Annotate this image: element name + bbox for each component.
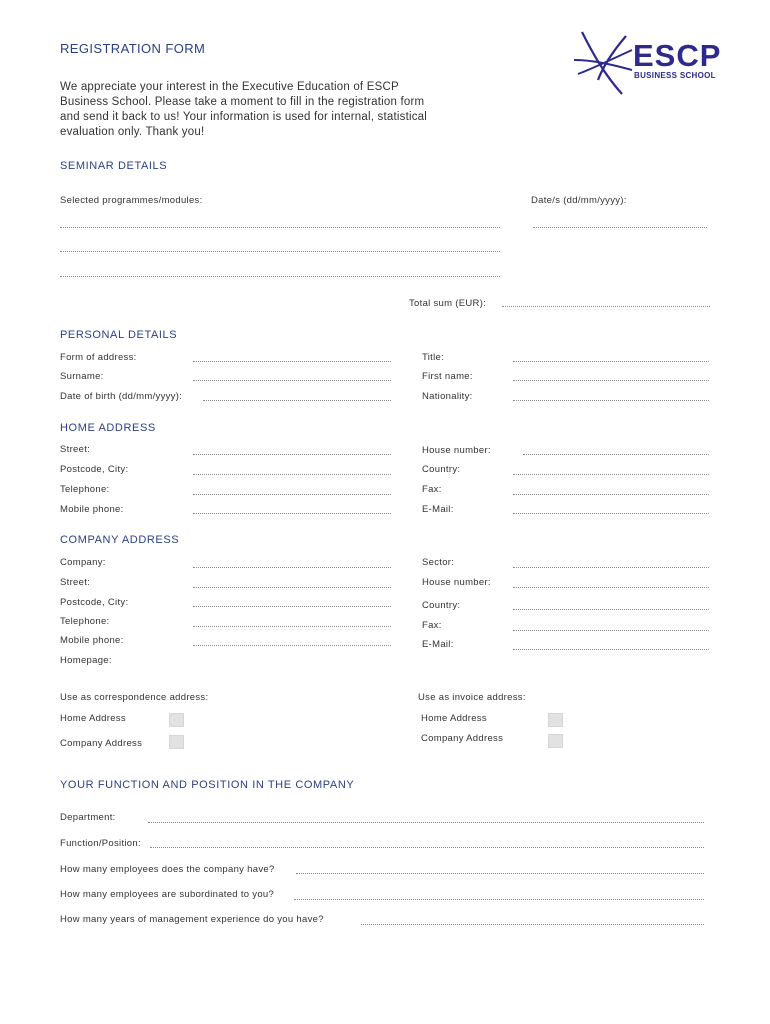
home-telephone-label: Telephone: [60,484,110,495]
home-email-field[interactable] [513,513,709,514]
intro-text [60,80,480,140]
company-email-label: E-Mail: [422,639,454,650]
management-experience-field[interactable] [361,924,704,925]
company-telephone-label: Telephone: [60,616,110,627]
correspondence-home-checkbox[interactable] [169,713,184,727]
home-country-field[interactable] [513,474,709,475]
title-label: Title: [422,352,445,363]
invoice-address-label: Use as invoice address: [418,692,526,703]
home-street-field[interactable] [193,454,391,455]
invoice-company-checkbox[interactable] [548,734,563,748]
home-mobile-label: Mobile phone: [60,504,124,515]
company-address-heading: COMPANY ADDRESS [60,534,180,546]
programmes-field[interactable] [60,251,500,252]
home-house-number-label: House number: [422,445,491,456]
management-experience-label: How many years of management experience do you have? [60,914,324,925]
company-name-field[interactable] [193,567,391,568]
company-street-label: Street: [60,577,91,588]
form-of-address-field[interactable] [193,361,391,362]
intro-line: and send it back to us! Your information is used for internal, statistical [60,111,428,123]
subordinates-label: How many employees are subordinated to you? [60,889,275,900]
company-mobile-field[interactable] [193,645,391,646]
home-postcode-city-field[interactable] [193,474,391,475]
surname-field[interactable] [193,380,391,381]
dates-field[interactable] [533,227,707,228]
form-of-address-label: Form of address: [60,352,137,363]
function-position-label: Function/Position: [60,838,141,849]
correspondence-company-label: Company Address [60,738,143,749]
company-fax-label: Fax: [422,620,442,631]
company-sector-label: Sector: [422,557,455,568]
escp-star-icon [570,30,640,98]
intro-line: evaluation only. Thank you! [60,126,205,138]
company-email-field[interactable] [513,649,709,650]
home-country-label: Country: [422,464,461,475]
function-position-field[interactable] [150,847,704,848]
escp-logo [570,30,730,100]
function-heading: YOUR FUNCTION AND POSITION IN THE COMPANY [60,779,355,791]
invoice-home-checkbox[interactable] [548,713,563,727]
company-house-number-label: House number: [422,577,491,588]
programmes-label: Selected programmes/modules: [60,195,203,206]
company-employees-field[interactable] [296,873,704,874]
date-of-birth-field[interactable] [203,400,391,401]
logo-name: ESCP [633,38,722,73]
department-label: Department: [60,812,116,823]
company-name-label: Company: [60,557,106,568]
seminar-heading: SEMINAR DETAILS [60,160,168,172]
first-name-field[interactable] [513,380,709,381]
company-country-label: Country: [422,600,461,611]
home-fax-label: Fax: [422,484,442,495]
total-sum-field[interactable] [502,306,710,307]
correspondence-home-label: Home Address [60,713,126,724]
correspondence-address-label: Use as correspondence address: [60,692,209,703]
company-homepage-label: Homepage: [60,655,112,666]
date-of-birth-label: Date of birth (dd/mm/yyyy): [60,391,183,402]
home-address-heading: HOME ADDRESS [60,422,156,434]
subordinates-field[interactable] [294,899,704,900]
invoice-company-label: Company Address [421,733,504,744]
invoice-home-label: Home Address [421,713,487,724]
total-sum-label: Total sum (EUR): [409,298,487,309]
title-field[interactable] [513,361,709,362]
correspondence-company-checkbox[interactable] [169,735,184,749]
programmes-field[interactable] [60,276,500,277]
department-field[interactable] [148,822,704,823]
home-street-label: Street: [60,444,91,455]
intro-line: Business School. Please take a moment to fill in the registration form [60,96,425,108]
surname-label: Surname: [60,371,104,382]
home-telephone-field[interactable] [193,494,391,495]
intro-line: We appreciate your interest in the Executive Education of ESCP [60,81,399,93]
company-fax-field[interactable] [513,630,709,631]
home-postcode-city-label: Postcode, City: [60,464,129,475]
dates-label: Date/s (dd/mm/yyyy): [531,195,627,206]
company-house-number-field[interactable] [513,587,709,588]
nationality-field[interactable] [513,400,709,401]
company-postcode-city-label: Postcode, City: [60,597,129,608]
company-country-field[interactable] [513,609,709,610]
company-mobile-label: Mobile phone: [60,635,124,646]
company-street-field[interactable] [193,587,391,588]
form-title: REGISTRATION FORM [60,41,206,56]
home-fax-field[interactable] [513,494,709,495]
company-employees-label: How many employees does the company have? [60,864,275,875]
home-house-number-field[interactable] [523,454,709,455]
home-mobile-field[interactable] [193,513,391,514]
company-telephone-field[interactable] [193,626,391,627]
nationality-label: Nationality: [422,391,473,402]
personal-heading: PERSONAL DETAILS [60,329,178,341]
company-postcode-city-field[interactable] [193,606,391,607]
first-name-label: First name: [422,371,473,382]
logo-subtitle: BUSINESS SCHOOL [634,71,716,80]
company-sector-field[interactable] [513,567,709,568]
programmes-field[interactable] [60,227,500,228]
home-email-label: E-Mail: [422,504,454,515]
